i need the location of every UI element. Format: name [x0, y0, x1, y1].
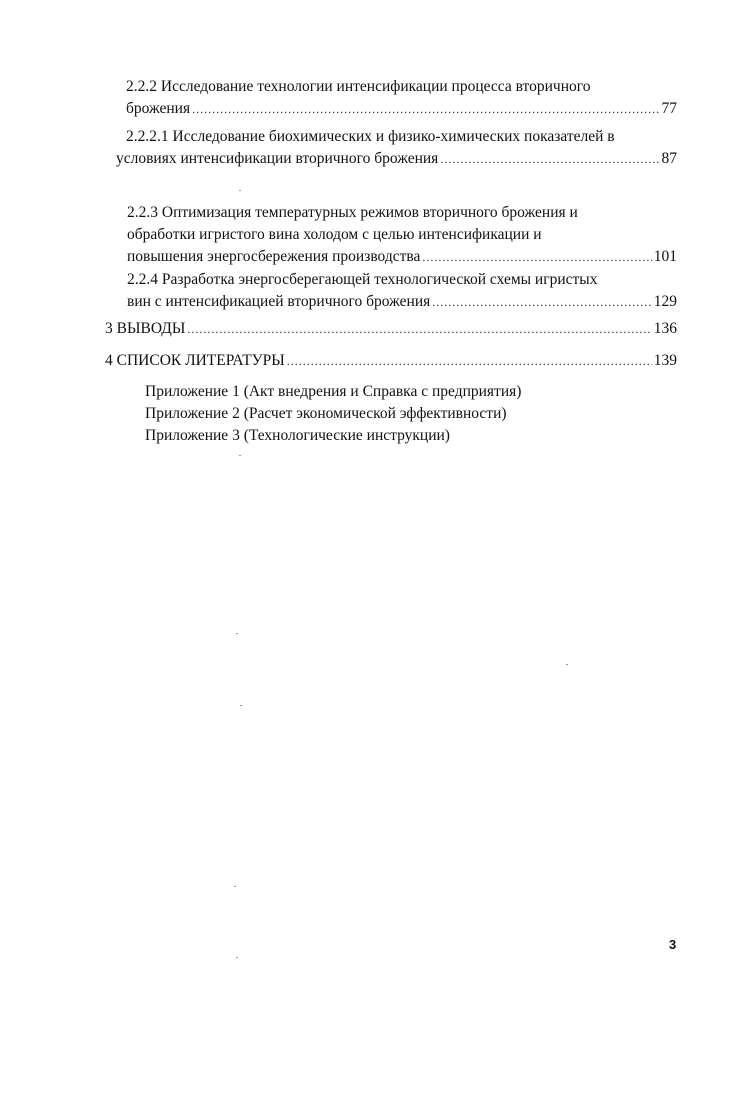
appendix-item: Приложение 1 (Акт внедрения и Справка с предприятия): [145, 383, 522, 400]
toc-entry-4: [105, 350, 677, 372]
toc-entry-last-line: [105, 350, 677, 372]
scan-speck: [240, 705, 242, 706]
appendix-item: Приложение 2 (Расчет экономической эффективности): [145, 405, 507, 422]
toc-page-number: 136: [653, 320, 677, 337]
toc-entry-title-line: 2.2.3 Оптимизация температурных режимов вторичного брожения и: [127, 204, 578, 221]
scan-speck: [236, 957, 238, 958]
scan-speck: [236, 633, 238, 634]
toc-entry-title-line: 2.2.2 Исследование технологии интенсификации процесса вторичного: [126, 78, 591, 95]
scan-speck: [239, 190, 241, 191]
toc-entry-last-line: [127, 291, 677, 313]
scan-speck: [239, 455, 241, 456]
toc-entry-3: [105, 318, 677, 340]
toc-entry-title-line: повышения энергосбережения производства: [127, 248, 421, 265]
toc-entry-last-line: [127, 246, 677, 268]
dot-leader: [187, 318, 651, 340]
toc-entry-title-line: 4 СПИСОК ЛИТЕРАТУРЫ: [105, 352, 285, 369]
toc-entry-last-line: [116, 148, 677, 170]
toc-page-number: 87: [661, 150, 677, 167]
toc-page-number: 77: [661, 100, 677, 117]
toc-page-number: 101: [653, 248, 677, 265]
scan-speck: [566, 664, 568, 665]
toc-entry-2-2-2-1: [116, 126, 677, 170]
scan-speck: [234, 886, 236, 887]
dot-leader: [287, 350, 652, 372]
toc-page-number: 129: [653, 293, 677, 310]
appendix-item: Приложение 3 (Технологические инструкции): [145, 427, 450, 444]
toc-entry-title-line: 2.2.4 Разработка энергосберегающей технологической схемы игристых: [127, 271, 598, 288]
appendix-list: [145, 381, 521, 447]
dot-leader: [432, 291, 652, 313]
toc-entry-title-line: вин с интенсификацией вторичного брожения: [127, 293, 431, 310]
toc-entry-last-line: [126, 98, 677, 120]
page-number: 3: [669, 937, 677, 952]
toc-page-number: 139: [653, 352, 677, 369]
toc-entry-title-line: обработки игристого вина холодом с целью интенсификации и: [127, 226, 542, 243]
toc-entry-2-2-2: [126, 76, 677, 120]
dot-leader: [440, 148, 659, 170]
dot-leader: [422, 246, 651, 268]
dot-leader: [192, 98, 659, 120]
toc-entry-title-line: 2.2.2.1 Исследование биохимических и физико-химических показателей в: [126, 128, 615, 145]
toc-entry-title-line: брожения: [126, 100, 191, 117]
toc-entry-last-line: [105, 318, 677, 340]
toc-entry-2-2-4: [127, 269, 677, 313]
toc-entry-title-line: условиях интенсификации вторичного брожения: [116, 150, 439, 167]
toc-entry-2-2-3: [127, 202, 677, 268]
toc-entry-title-line: 3 ВЫВОДЫ: [105, 320, 186, 337]
